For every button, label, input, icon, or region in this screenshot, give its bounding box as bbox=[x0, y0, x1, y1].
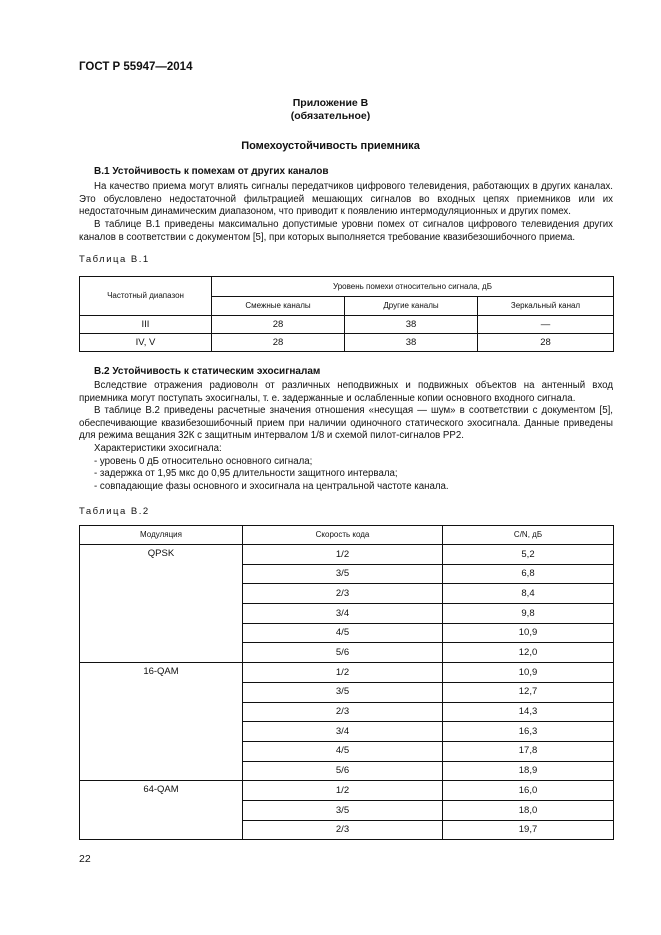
table1-caption: Таблица В.1 bbox=[79, 254, 150, 265]
table-b2 bbox=[79, 525, 614, 840]
document-header: ГОСТ Р 55947—2014 bbox=[79, 61, 193, 73]
table2-cn-value: 14,3 bbox=[443, 702, 614, 722]
table1-group-header: Уровень помехи относительно сигнала, дБ bbox=[212, 277, 614, 297]
table2-cn-value: 10,9 bbox=[443, 623, 614, 643]
table2-cn-value: 17,8 bbox=[443, 741, 614, 761]
table1-subheader: Смежные каналы bbox=[212, 297, 345, 316]
table2-code-rate: 5/6 bbox=[243, 643, 443, 663]
b2-paragraph-1: Вследствие отражения радиоволн от различных неподвижных и подвижных объектов на антенный вход приемника могут поступать эхосигналы, т. е. задержанные и ослабленные копии основного входного сигнала. bbox=[79, 380, 613, 404]
appendix-title: Приложение В bbox=[292, 97, 369, 109]
b1-heading: В.1 Устойчивость к помехам от других каналов bbox=[94, 166, 329, 177]
table2-code-rate: 2/3 bbox=[243, 584, 443, 604]
table-row bbox=[80, 663, 614, 683]
table2-cn-value: 16,0 bbox=[443, 781, 614, 801]
table2-caption: Таблица В.2 bbox=[79, 506, 150, 517]
table-row bbox=[80, 781, 614, 801]
table2-code-rate: 3/5 bbox=[243, 800, 443, 820]
table2-header: Скорость кода bbox=[243, 526, 443, 545]
table2-cn-value: 6,8 bbox=[443, 564, 614, 584]
b2-paragraph-2: В таблице В.2 приведены расчетные значения отношения «несущая — шум» в соответствии с документом [5], обеспечивающие квазибезошибочный прием при наличии одиночного статического эхосигнала. Данные приведены для режима вещания 32К с защитным интервалом 1/8 и схемой пилот-сигналов PP2. bbox=[79, 405, 613, 442]
table2-code-rate: 3/4 bbox=[243, 604, 443, 624]
table1-cell: IV, V bbox=[80, 334, 212, 352]
table2-code-rate: 4/5 bbox=[243, 741, 443, 761]
table2-modulation: QPSK bbox=[80, 545, 243, 663]
b2-list-item: - задержка от 1,95 мкс до 0,95 длительности защитного интервала; bbox=[94, 468, 398, 479]
table2-code-rate: 3/5 bbox=[243, 564, 443, 584]
table1-subheader: Зеркальный канал bbox=[478, 297, 614, 316]
table1-cell: 28 bbox=[478, 334, 614, 352]
table2-code-rate: 5/6 bbox=[243, 761, 443, 781]
b2-heading: В.2 Устойчивость к статическим эхосигналам bbox=[94, 366, 321, 377]
page-number: 22 bbox=[79, 853, 91, 865]
table-row bbox=[80, 545, 614, 565]
table1-cell: 38 bbox=[345, 316, 478, 334]
b1-paragraph-1: На качество приема могут влиять сигналы передатчиков цифрового телевидения, работающих в других каналах. Это обусловлено недостаточной фильтрацией мешающих сигналов во входных цепях приемников или их недостаточным динамическим диапазоном, что приводит к появлению интермодуляционных и других помех. bbox=[79, 181, 613, 218]
table2-code-rate: 3/5 bbox=[243, 682, 443, 702]
b2-list-item: - уровень 0 дБ относительно основного сигнала; bbox=[94, 456, 313, 467]
table-b1 bbox=[79, 276, 614, 352]
table2-code-rate: 2/3 bbox=[243, 820, 443, 840]
table2-header: C/N, дБ bbox=[443, 526, 614, 545]
table2-cn-value: 5,2 bbox=[443, 545, 614, 565]
table1-cell: 28 bbox=[212, 334, 345, 352]
table2-cn-value: 12,0 bbox=[443, 643, 614, 663]
table1-cell: III bbox=[80, 316, 212, 334]
table2-modulation: 64-QAM bbox=[80, 781, 243, 840]
table1-cell: 28 bbox=[212, 316, 345, 334]
table2-code-rate: 1/2 bbox=[243, 663, 443, 683]
table2-cn-value: 18,0 bbox=[443, 800, 614, 820]
table1-cell: — bbox=[478, 316, 614, 334]
table2-cn-value: 16,3 bbox=[443, 722, 614, 742]
table2-modulation: 16-QAM bbox=[80, 663, 243, 781]
appendix-heading bbox=[0, 97, 661, 123]
appendix-status: (обязательное) bbox=[290, 110, 371, 122]
table-row bbox=[80, 316, 614, 334]
table2-cn-value: 8,4 bbox=[443, 584, 614, 604]
table2-cn-value: 10,9 bbox=[443, 663, 614, 683]
table2-header: Модуляция bbox=[80, 526, 243, 545]
table2-code-rate: 1/2 bbox=[243, 545, 443, 565]
table2-cn-value: 9,8 bbox=[443, 604, 614, 624]
table-row bbox=[80, 334, 614, 352]
table2-cn-value: 19,7 bbox=[443, 820, 614, 840]
b1-paragraph-2: В таблице В.1 приведены максимально допустимые уровни помех от сигналов цифрового телевидения других каналов в соответствии с документом [5], при которых выполняется требование квазибезошибочного приема. bbox=[79, 219, 613, 243]
table2-cn-value: 12,7 bbox=[443, 682, 614, 702]
table2-cn-value: 18,9 bbox=[443, 761, 614, 781]
table2-code-rate: 2/3 bbox=[243, 702, 443, 722]
table1-subheader: Другие каналы bbox=[345, 297, 478, 316]
table1-col-range: Частотный диапазон bbox=[80, 277, 212, 316]
table1-cell: 38 bbox=[345, 334, 478, 352]
table2-code-rate: 3/4 bbox=[243, 722, 443, 742]
section-title: Помехоустойчивость приемника bbox=[241, 140, 420, 152]
table2-code-rate: 4/5 bbox=[243, 623, 443, 643]
b2-list-item: - совпадающие фазы основного и эхосигнала на центральной частоте канала. bbox=[94, 481, 449, 492]
b2-paragraph-3: Характеристики эхосигнала: bbox=[94, 443, 222, 454]
table2-code-rate: 1/2 bbox=[243, 781, 443, 801]
